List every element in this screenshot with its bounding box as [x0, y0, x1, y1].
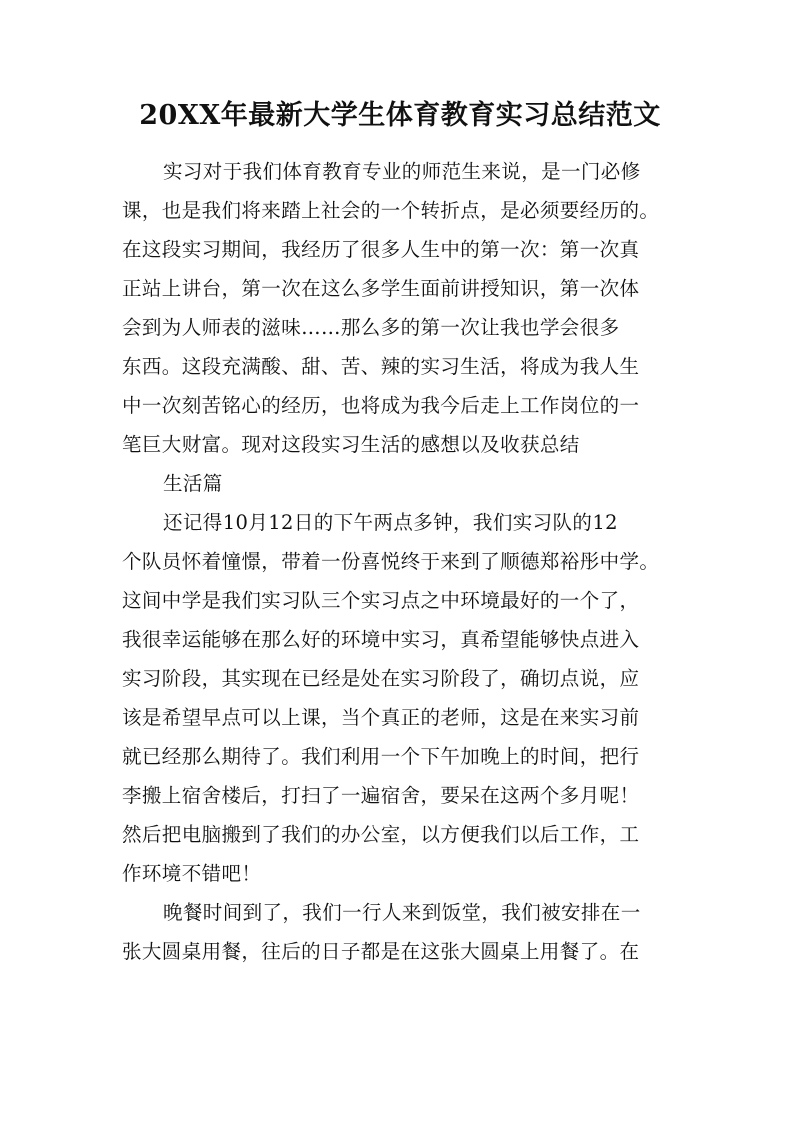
- text-line: 东西。这段充满酸、甜、苦、辣的实习生活，将成为我人生: [122, 355, 640, 378]
- text-line: 课，也是我们将来踏上社会的一个转折点，是必须要经历的。: [122, 199, 660, 222]
- text-line: 该是希望早点可以上课，当个真正的老师，这是在来实习前: [122, 706, 640, 729]
- text-line: 实习阶段，其实现在已经是处在实习阶段了，确切点说，应: [122, 667, 640, 690]
- text-line: 这间中学是我们实习队三个实习点之中环境最好的一个了，: [122, 589, 640, 612]
- text-line: 实习对于我们体育教育专业的师范生来说，是一门必修: [163, 160, 641, 183]
- document-title: 20XX年最新大学生体育教育实习总结范文: [139, 100, 661, 131]
- text-line: 我很幸运能够在那么好的环境中实习，真希望能够快点进入: [122, 628, 640, 651]
- text-line: 会到为人师表的滋味……那么多的第一次让我也学会很多: [122, 316, 620, 339]
- text-line: 还记得10月12日的下午两点多钟，我们实习队的12: [163, 511, 618, 534]
- text-line: 李搬上宿舍楼后，打扫了一遍宿舍，要呆在这两个多月呢！: [122, 784, 640, 807]
- text-line: 在这段实习期间，我经历了很多人生中的第一次：第一次真: [122, 238, 640, 261]
- text-line: 然后把电脑搬到了我们的办公室，以方便我们以后工作，工: [122, 823, 640, 846]
- text-line: 张大圆桌用餐，往后的日子都是在这张大圆桌上用餐了。在: [122, 940, 640, 963]
- text-line: 晚餐时间到了，我们一行人来到饭堂，我们被安排在一: [163, 901, 641, 924]
- text-line: 正站上讲台，第一次在这么多学生面前讲授知识，第一次体: [122, 277, 640, 300]
- document-body: [122, 152, 682, 971]
- text-line: 个队员怀着憧憬，带着一份喜悦终于来到了顺德郑裕彤中学。: [122, 550, 660, 573]
- text-line: 就已经那么期待了。我们利用一个下午加晚上的时间，把行: [122, 745, 640, 768]
- text-line: 作环境不错吧！: [122, 862, 262, 885]
- text-line: 笔巨大财富。现对这段实习生活的感想以及收获总结: [122, 433, 580, 456]
- text-line: 中一次刻苦铭心的经历，也将成为我今后走上工作岗位的一: [122, 394, 640, 417]
- section-heading: 生活篇: [163, 472, 223, 495]
